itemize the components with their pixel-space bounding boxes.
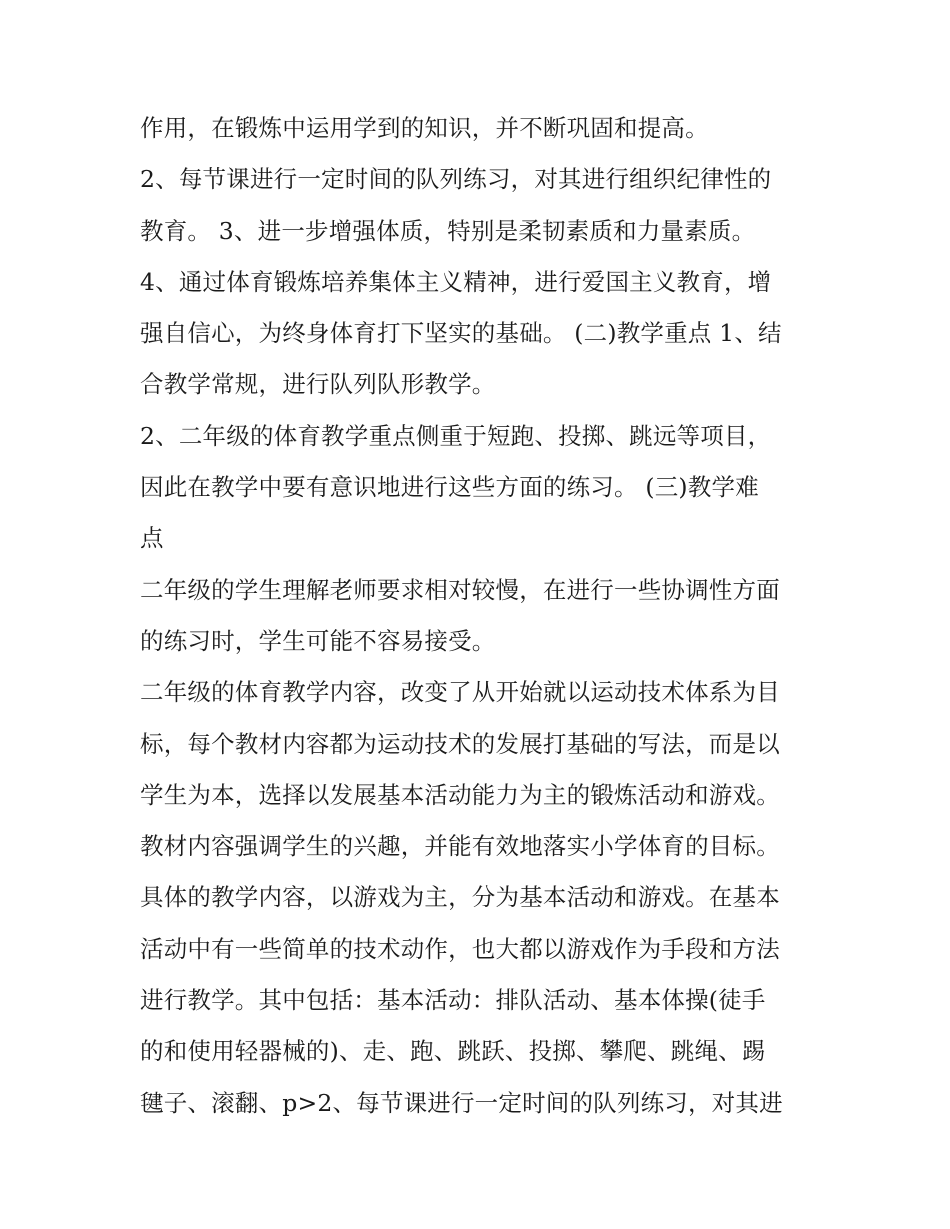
text-line: 具体的教学内容，以游戏为主，分为基本活动和游戏。在基本 <box>140 883 780 912</box>
text-line: 教材内容强调学生的兴趣，并能有效地落实小学体育的目标。 <box>140 832 780 861</box>
text-line: 毽子、滚翻、p>2、每节课进行一定时间的队列练习，对其进 <box>140 1088 783 1117</box>
text-line: 合教学常规，进行队列队形教学。 <box>140 370 496 399</box>
text-line: 点 <box>140 524 164 553</box>
text-line: 2、二年级的体育教学重点侧重于短跑、投掷、跳远等项目， <box>140 421 772 450</box>
text-line: 学生为本，选择以发展基本活动能力为主的锻炼活动和游戏。 <box>140 780 780 809</box>
text-line: 标，每个教材内容都为运动技术的发展打基础的写法，而是以 <box>140 729 780 758</box>
text-line: 活动中有一些简单的技术动作，也大都以游戏作为手段和方法 <box>140 934 780 963</box>
text-line: 教育。 3、进一步增强体质，特别是柔韧素质和力量素质。 <box>140 216 756 245</box>
text-line: 4、通过体育锻炼培养集体主义精神，进行爱国主义教育，增 <box>140 267 772 296</box>
document-body-text <box>140 103 820 1129</box>
text-line: 二年级的体育教学内容，改变了从开始就以运动技术体系为目 <box>140 678 780 707</box>
text-line: 的练习时，学生可能不容易接受。 <box>140 626 496 655</box>
text-line: 2、每节课进行一定时间的队列练习，对其进行组织纪律性的 <box>140 165 772 194</box>
text-line: 二年级的学生理解老师要求相对较慢，在进行一些协调性方面 <box>140 575 780 604</box>
text-line: 因此在教学中要有意识地进行这些方面的练习。 (三)教学难 <box>140 473 759 502</box>
text-line: 的和使用轻器械的)、走、跑、跳跃、投掷、攀爬、跳绳、踢 <box>140 1037 766 1066</box>
text-line: 强自信心，为终身体育打下坚实的基础。 (二)教学重点 1、结 <box>140 319 782 348</box>
text-line: 进行教学。其中包括：基本活动：排队活动、基本体操(徒手 <box>140 986 766 1015</box>
text-line: 作用，在锻炼中运用学到的知识，并不断巩固和提高。 <box>140 114 709 142</box>
